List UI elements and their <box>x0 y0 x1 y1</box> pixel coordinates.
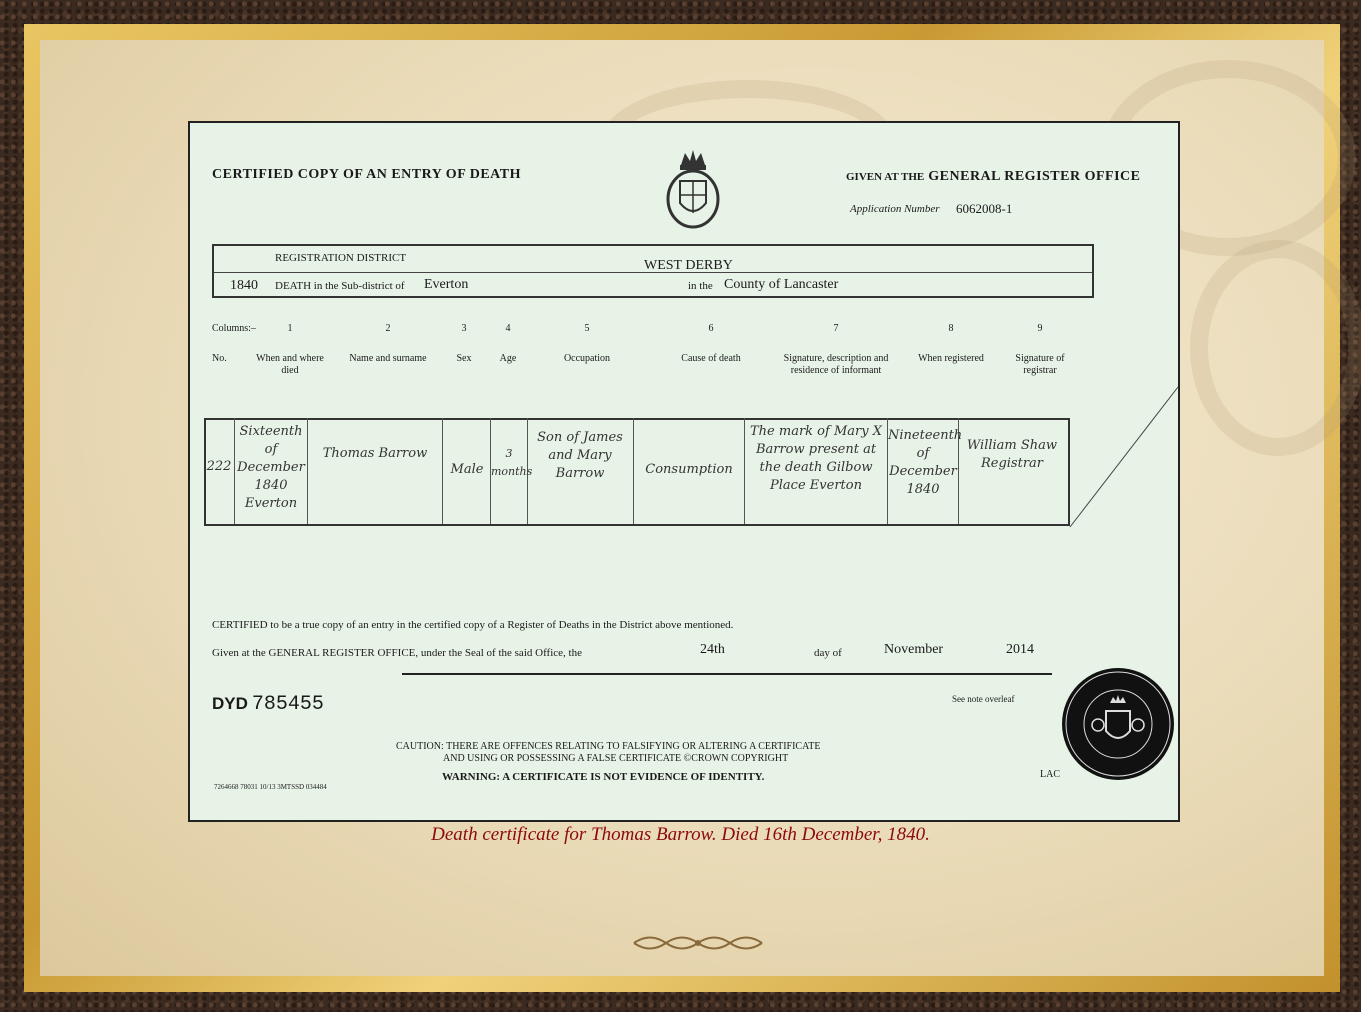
general-register-office-seal-icon <box>1058 667 1178 781</box>
royal-crest-icon <box>664 147 722 229</box>
entry-occupation: Son of James and Mary Barrow <box>537 430 623 481</box>
column-number: 5 <box>584 323 590 334</box>
column-divider <box>744 418 745 524</box>
subdistrict: Everton <box>424 277 469 292</box>
column-number: 3 <box>461 323 467 334</box>
column-divider <box>442 418 443 524</box>
column-number: 9 <box>1037 323 1043 334</box>
column-header: Cause of death <box>681 353 741 364</box>
certificate-month: November <box>884 642 944 657</box>
column-number: 4 <box>505 323 511 334</box>
certificate-caption: Death certificate for Thomas Barrow. Died 16th December, 1840. <box>431 824 930 845</box>
column-number: 2 <box>385 323 391 334</box>
entry-when-registered: Nineteenth of December 1840 <box>888 428 963 497</box>
flourish-ornament-icon <box>630 932 766 954</box>
see-note-overleaf: See note overleaf <box>952 694 1015 704</box>
column-header: Occupation <box>563 353 611 364</box>
column-divider <box>234 418 235 524</box>
column-number: 8 <box>948 323 954 334</box>
column-header: When and where died <box>256 353 324 376</box>
column-number: 6 <box>708 323 714 334</box>
column-header: Name and surname <box>349 353 427 364</box>
warning-text: WARNING: A CERTIFICATE IS NOT EVIDENCE OF IDENTITY. <box>442 771 765 783</box>
registration-year: 1840 <box>230 278 258 293</box>
decorative-swirl <box>1190 240 1361 456</box>
column-divider <box>633 418 634 524</box>
caution-line-2: AND USING OR POSSESSING A FALSE CERTIFICATE ©CROWN COPYRIGHT <box>443 753 789 764</box>
column-divider <box>307 418 308 524</box>
column-number: 1 <box>287 323 293 334</box>
entry-name: Thomas Barrow <box>322 446 428 461</box>
print-code: 7264668 78031 10/13 3MTSSD 034484 <box>214 783 327 791</box>
registration-district: WEST DERBY <box>644 258 733 273</box>
entry-age: 3 months <box>491 447 533 478</box>
given-at-heading: GIVEN AT THE GENERAL REGISTER OFFICE <box>846 169 1141 184</box>
entry-informant: The mark of Mary X Barrow present at the death Gilbow Place Everton <box>750 424 882 493</box>
columns-label: Columns:– <box>212 323 256 334</box>
entry-when-where: Sixteenth of December 1840 Everton <box>237 424 305 511</box>
certificate-year: 2014 <box>1006 642 1034 657</box>
application-number-label: Application Number <box>850 203 940 215</box>
column-header: Signature of registrar <box>1015 353 1065 376</box>
entry-registrar: William Shaw Registrar <box>966 438 1058 471</box>
column-header-no: No. <box>212 353 227 364</box>
signature-line <box>402 673 1052 675</box>
column-header: Age <box>499 353 517 364</box>
cancel-stroke <box>1068 385 1180 529</box>
registration-district-label: REGISTRATION DISTRICT <box>275 252 407 264</box>
subdistrict-label: DEATH in the Sub-district of <box>275 280 405 292</box>
column-header: Signature, description and residence of informant <box>783 353 889 376</box>
certificate-day: 24th <box>700 642 725 657</box>
lac-code: LAC <box>1040 769 1060 780</box>
death-certificate <box>188 121 1180 822</box>
entry-number: 222 <box>206 459 232 474</box>
serial-number: DYD 785455 <box>212 693 324 716</box>
given-statement: Given at the GENERAL REGISTER OFFICE, under the Seal of the said Office, the <box>212 647 582 659</box>
county-label: in the <box>688 280 713 292</box>
column-number: 7 <box>833 323 839 334</box>
certified-statement: CERTIFIED to be a true copy of an entry in the certified copy of a Register of Deaths in the District above mentioned. <box>212 619 734 631</box>
caution-line-1: CAUTION: THERE ARE OFFENCES RELATING TO FALSIFYING OR ALTERING A CERTIFICATE <box>396 741 821 752</box>
county: County of Lancaster <box>724 277 839 292</box>
day-of-label: day of <box>814 647 842 659</box>
column-header: Sex <box>456 353 472 364</box>
certificate-title: CERTIFIED COPY OF AN ENTRY OF DEATH <box>212 167 521 182</box>
entry-sex: Male <box>450 462 484 477</box>
entry-cause: Consumption <box>645 462 733 477</box>
column-header: When registered <box>918 353 984 364</box>
registration-box <box>212 244 1094 298</box>
application-number: 6062008-1 <box>956 201 1013 216</box>
